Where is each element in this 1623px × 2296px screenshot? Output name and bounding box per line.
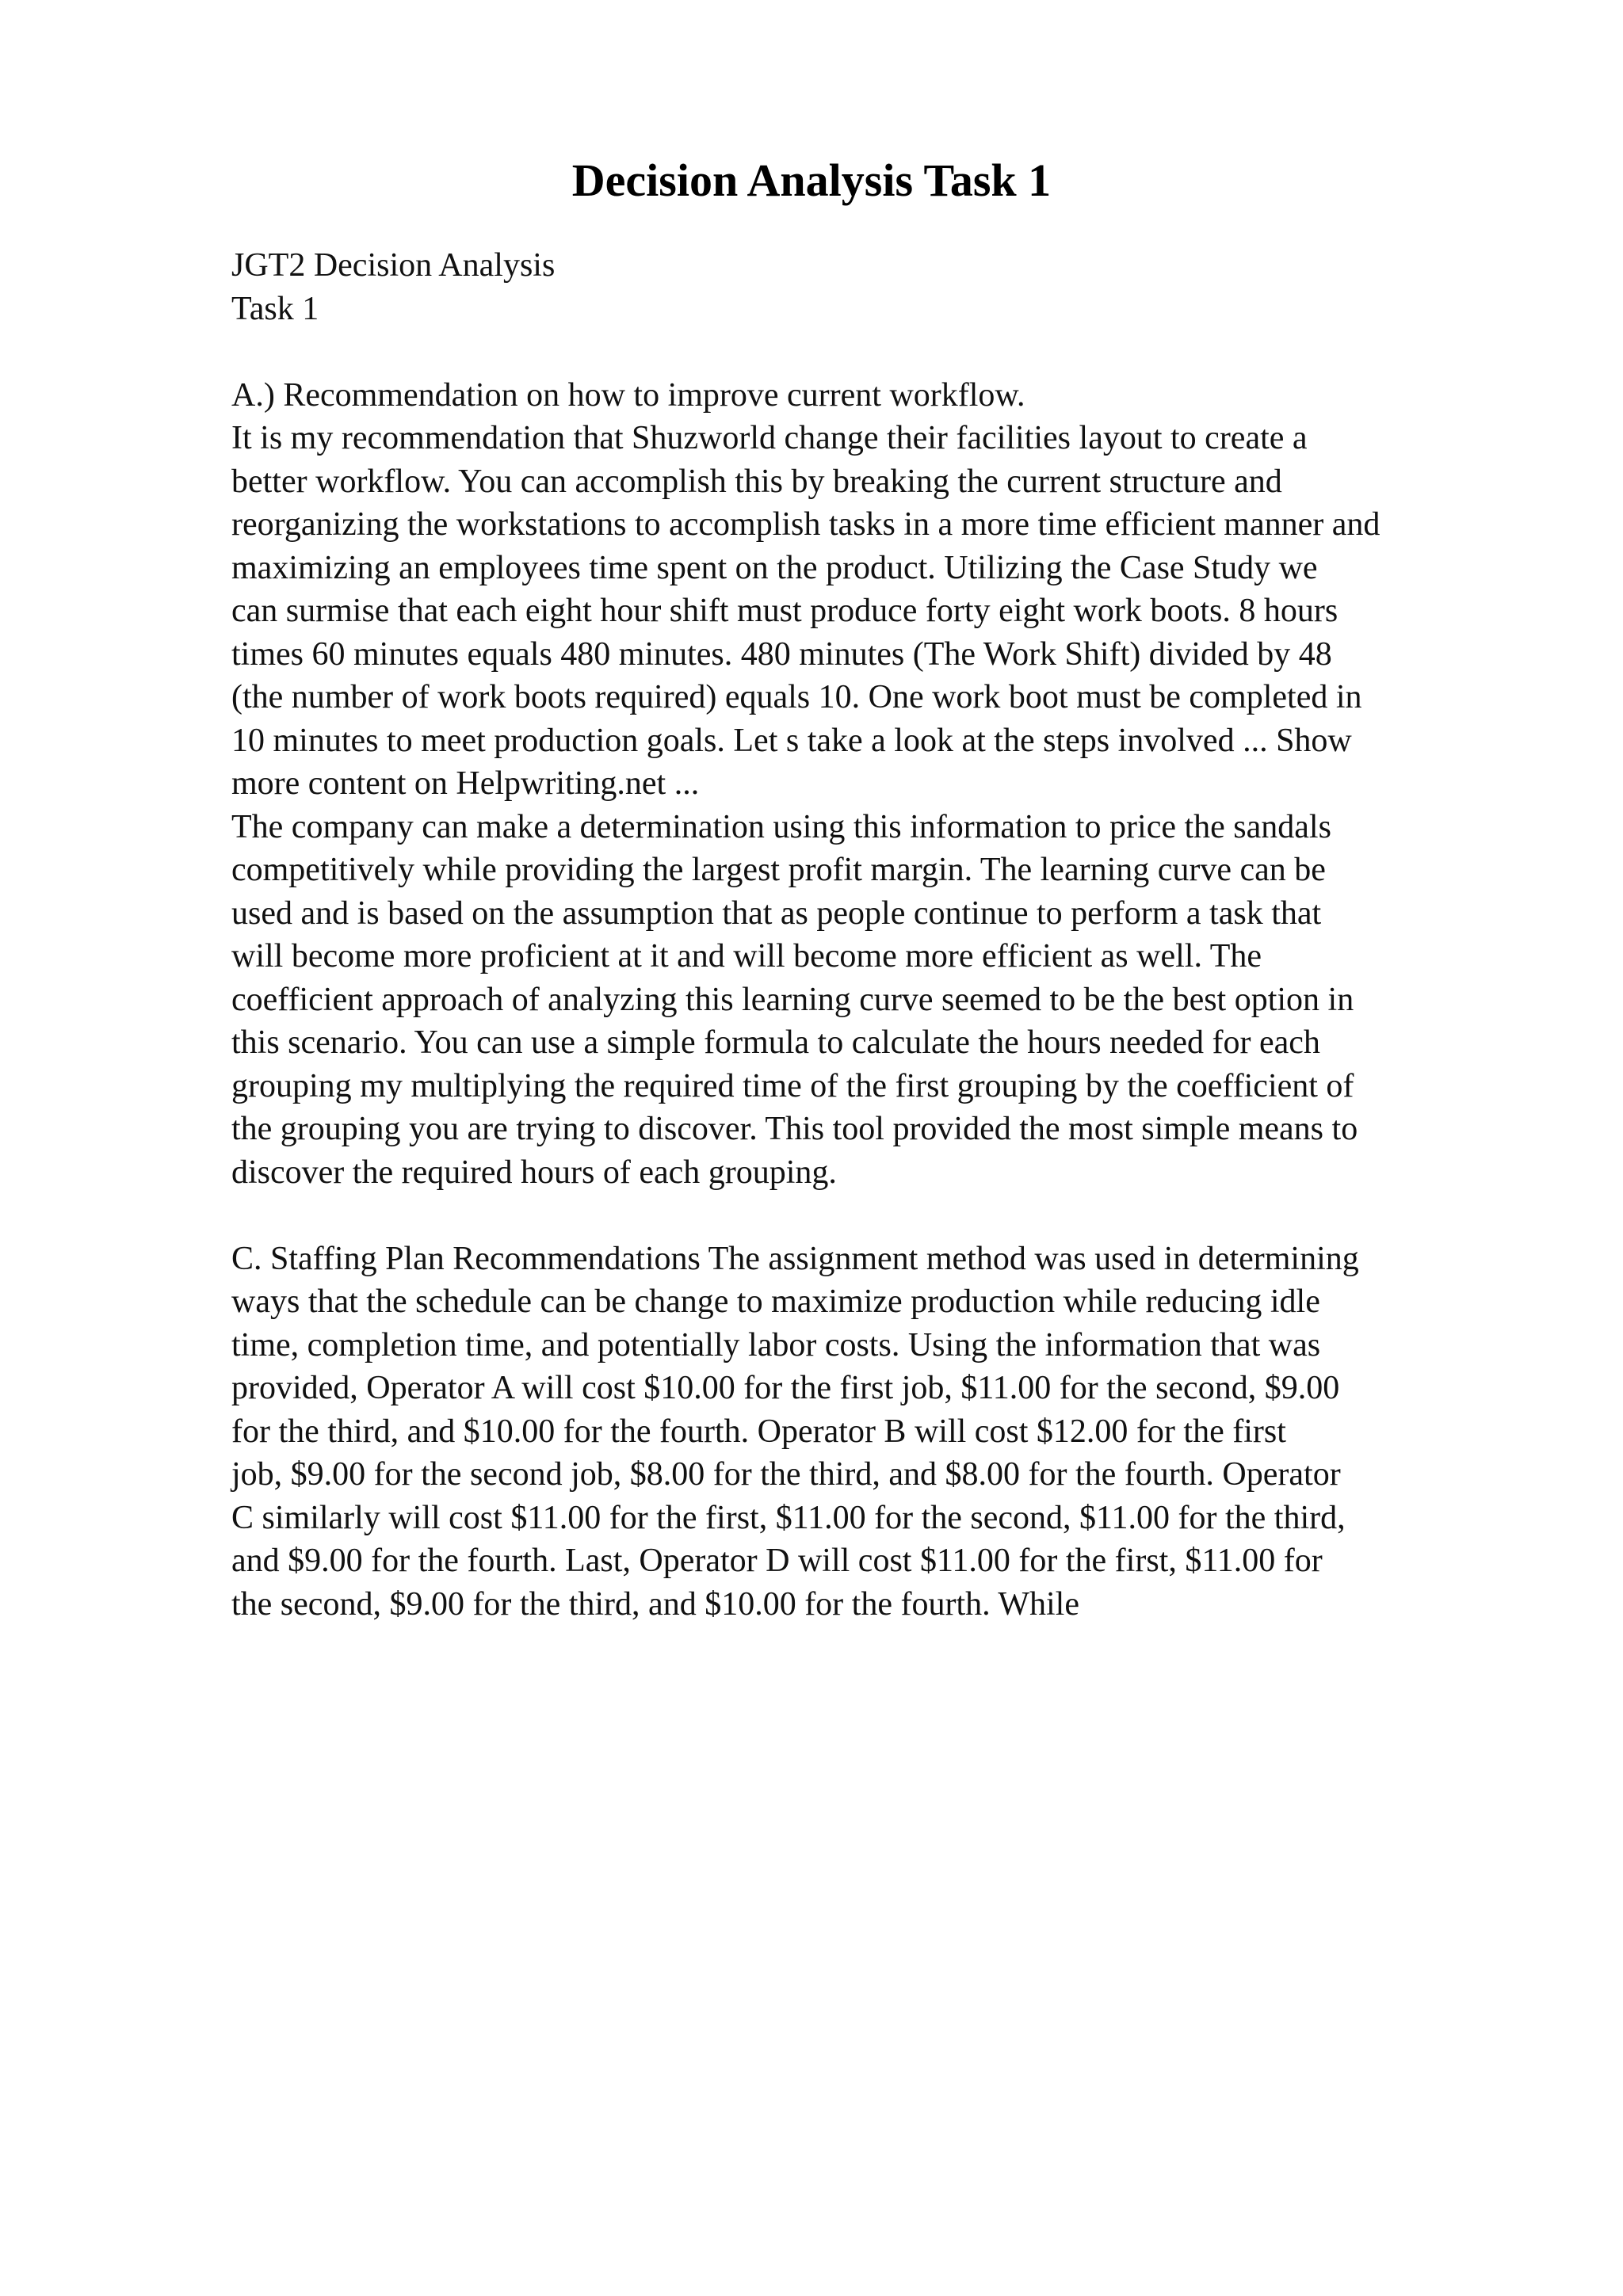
text-line: more content on Helpwriting.net ... [231, 765, 700, 802]
text-line: used and is based on the assumption that as people continue to perform a task that [231, 894, 1322, 932]
text-line: can surmise that each eight hour shift must produce forty eight work boots. 8 hours [231, 593, 1338, 629]
text-line: time, completion time, and potentially labor costs. Using the information that was [231, 1326, 1321, 1363]
course-line: JGT2 Decision Analysis [231, 247, 556, 284]
text-line: times 60 minutes equals 480 minutes. 480 minutes (The Work Shift) divided by 48 [231, 635, 1332, 673]
text-line: for the third, and $10.00 for the fourth. Operator B will cost $12.00 for the first [231, 1413, 1286, 1450]
section-c [231, 1238, 1531, 1627]
text-line: reorganizing the workstations to accomplish tasks in a more time efficient manner and [231, 506, 1381, 543]
task-line: Task 1 [231, 290, 319, 327]
text-line: will become more proficient at it and will become more efficient as well. The [231, 938, 1262, 974]
text-line: (the number of work boots required) equals 10. One work boot must be completed in [231, 679, 1362, 715]
document-body [231, 244, 1531, 1626]
text-line: the grouping you are trying to discover. This tool provided the most simple means to [231, 1111, 1358, 1147]
text-line: C. Staffing Plan Recommendations The assignment method was used in determining [231, 1240, 1359, 1277]
text-line: maximizing an employees time spent on the product. Utilizing the Case Study we [231, 549, 1318, 586]
text-line: grouping my multiplying the required time of the first grouping by the coefficient of [231, 1067, 1354, 1104]
paragraph-gap [231, 330, 1531, 374]
paragraph-gap [231, 1194, 1531, 1238]
text-line: provided, Operator A will cost $10.00 for the first job, $11.00 for the second, $9.00 [231, 1370, 1340, 1406]
text-line: and $9.00 for the fourth. Last, Operator D will cost $11.00 for the first, $11.00 for [231, 1543, 1323, 1579]
text-line: discover the required hours of each grouping. [231, 1154, 837, 1191]
text-line: The company can make a determination using this information to price the sandals [231, 808, 1331, 845]
text-line: better workflow. You can accomplish this by breaking the current structure and [231, 463, 1282, 500]
text-line: competitively while providing the largest profit margin. The learning curve can be [231, 852, 1326, 888]
text-line: 10 minutes to meet production goals. Let s take a look at the steps involved ... Show [231, 722, 1352, 759]
section-a-heading: A.) Recommendation on how to improve current workflow. [231, 376, 1025, 414]
header-block [231, 244, 1531, 330]
section-a [231, 374, 1531, 806]
document-title: Decision Analysis Task 1 [571, 154, 1052, 206]
section-b [231, 806, 1531, 1195]
text-line: ways that the schedule can be change to maximize production while reducing idle [231, 1283, 1320, 1320]
text-line: this scenario. You can use a simple formula to calculate the hours needed for each [231, 1024, 1320, 1061]
text-line: coefficient approach of analyzing this learning curve seemed to be the best option in [231, 981, 1354, 1018]
text-line: It is my recommendation that Shuzworld change their facilities layout to create a [231, 420, 1308, 456]
text-line: C similarly will cost $11.00 for the first, $11.00 for the second, $11.00 for the third, [231, 1499, 1346, 1536]
text-line: job, $9.00 for the second job, $8.00 for the third, and $8.00 for the fourth. Operator [231, 1456, 1341, 1493]
text-line: the second, $9.00 for the third, and $10.00 for the fourth. While [231, 1585, 1079, 1623]
